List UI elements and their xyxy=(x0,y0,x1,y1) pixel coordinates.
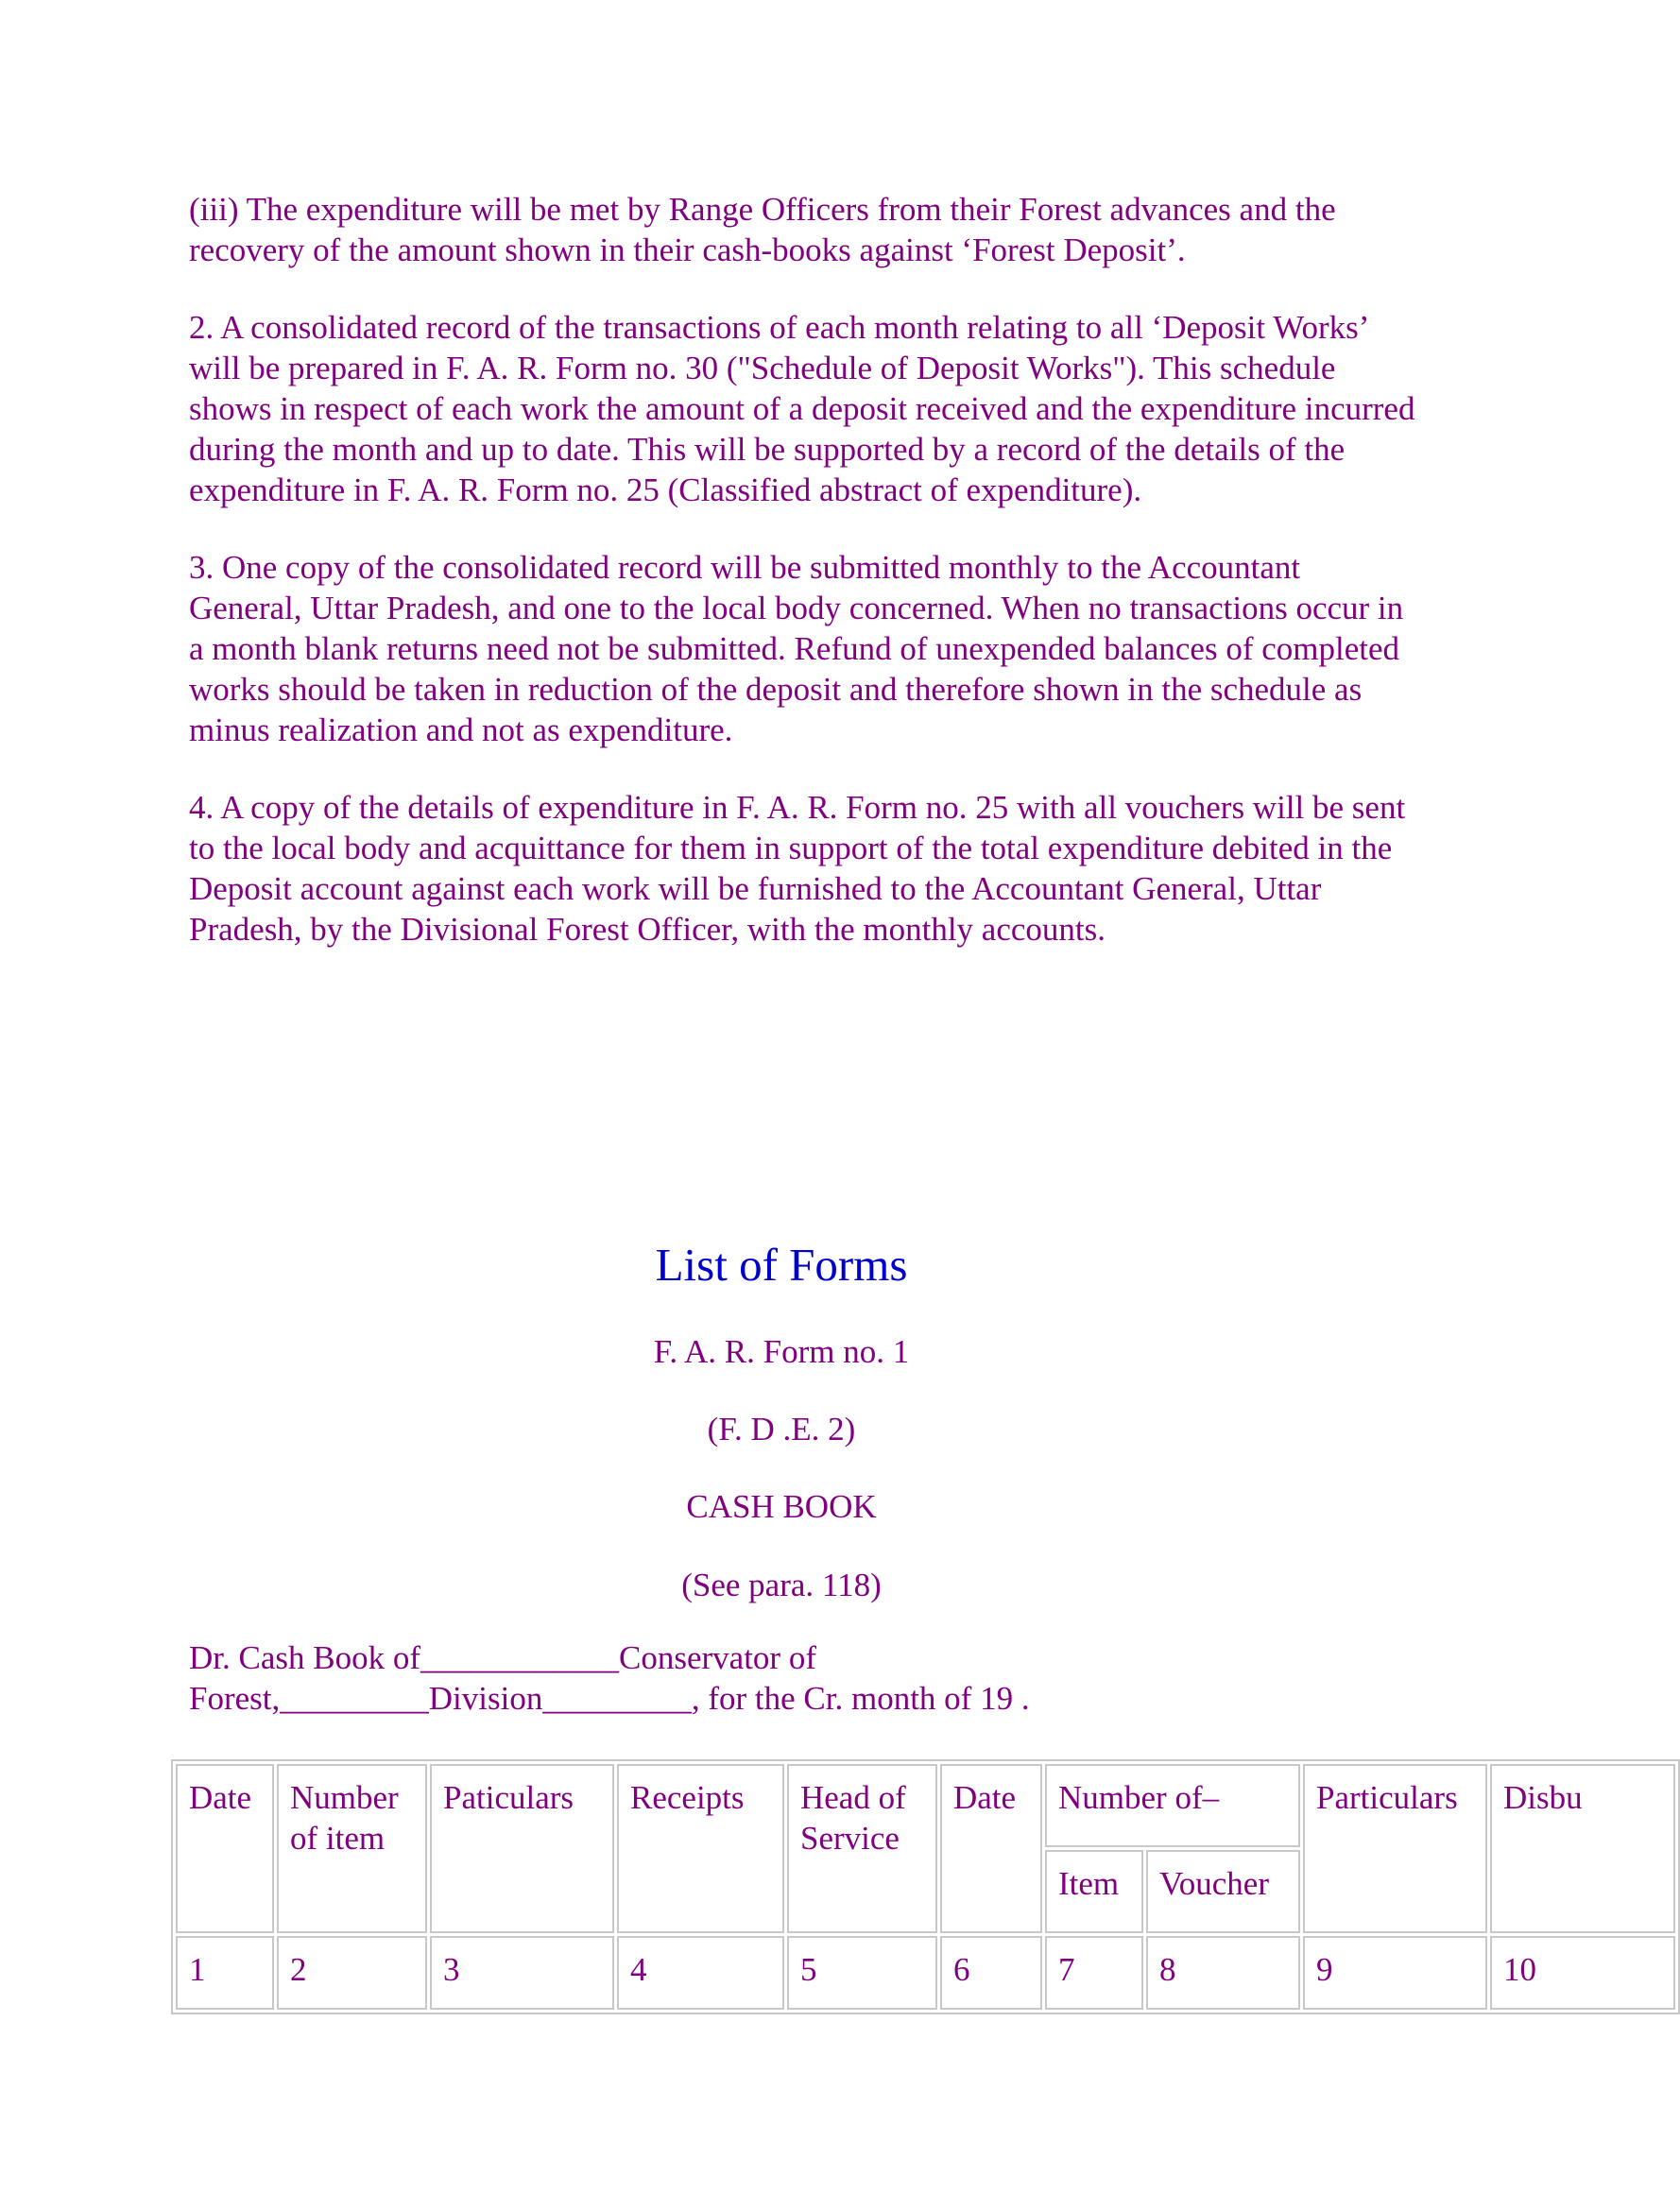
column-number: 8 xyxy=(1146,1936,1300,2010)
division-label: Division xyxy=(428,1680,543,1717)
form-number: F. A. R. Form no. 1 xyxy=(653,1333,910,1370)
header-disbursements: Disbu xyxy=(1490,1764,1675,1933)
form-reference: (See para. 118) xyxy=(681,1567,882,1603)
header-paticulars: Paticulars xyxy=(430,1764,614,1933)
table-row xyxy=(176,1936,1675,2010)
column-number: 9 xyxy=(1303,1936,1487,2010)
division-blank: _________ xyxy=(542,1680,692,1717)
paragraph-3: 3. One copy of the consolidated record will be submitted monthly to the Accountant General, Uttar Pradesh, and one to the local body concerned. When no transactions occur in a month blank returns need not be submitted. Refund of unexpended balances of completed works should be taken in reduction of the deposit and therefore shown in the schedule as minus realization and not as expenditure. xyxy=(189,549,1404,748)
header-particulars: Particulars xyxy=(1303,1764,1487,1933)
column-number: 4 xyxy=(617,1936,784,2010)
forest-blank: _________ xyxy=(280,1680,429,1717)
column-number: 5 xyxy=(787,1936,937,2010)
column-number: 1 xyxy=(176,1936,274,2010)
cash-book-heading-line xyxy=(189,1637,1134,1719)
cash-book-of-label: Dr. Cash Book of xyxy=(189,1639,420,1676)
header-number-of-item: Number of item xyxy=(277,1764,427,1933)
paragraph-2: 2. A consolidated record of the transactions of each month relating to all ‘Deposit Works’ will be prepared in F. A. R. Form no. 30 ("Schedule of Deposit Works"). This schedule shows in respect of each work the amount of a deposit received and the expenditure incurred during the month and up to date. This will be supported by a record of the details of the expenditure in F. A. R. Form no. 25 (Classified abstract of expenditure). xyxy=(189,309,1415,508)
header-date-2: Date xyxy=(940,1764,1042,1933)
header-item: Item xyxy=(1045,1850,1143,1933)
paragraph-4: 4. A copy of the details of expenditure in F. A. R. Form no. 25 with all vouchers will be sent to the local body and acquittance for them in support of the total expenditure debited in the Deposit account against each work will be furnished to the Accountant General, Uttar Pradesh, by the Divisional Forest Officer, with the monthly accounts. xyxy=(189,789,1406,948)
form-name: CASH BOOK xyxy=(686,1488,877,1525)
column-number: 2 xyxy=(277,1936,427,2010)
list-of-forms-heading: List of Forms xyxy=(655,1239,908,1291)
form-code: (F. D .E. 2) xyxy=(707,1411,856,1448)
header-head-of-service: Head of Service xyxy=(787,1764,937,1933)
cash-book-table xyxy=(171,1759,1680,2014)
column-number: 7 xyxy=(1045,1936,1143,2010)
conservator-blank: ____________ xyxy=(420,1639,619,1676)
cash-book-table-wrapper xyxy=(171,1759,1583,2024)
forest-label: Forest, xyxy=(189,1680,281,1717)
month-label: , for the Cr. month of 19 . xyxy=(691,1680,1030,1717)
column-number: 6 xyxy=(940,1936,1042,2010)
header-number-of: Number of– xyxy=(1045,1764,1300,1847)
header-date: Date xyxy=(176,1764,274,1933)
header-voucher: Voucher xyxy=(1146,1850,1300,1933)
paragraph-iii: (iii) The expenditure will be met by Range Officers from their Forest advances and the recovery of the amount shown in their cash-books against ‘Forest Deposit’. xyxy=(189,191,1336,268)
conservator-label: Conservator of xyxy=(619,1639,816,1676)
column-number: 3 xyxy=(430,1936,614,2010)
column-number: 10 xyxy=(1490,1936,1675,2010)
table-header-row xyxy=(176,1764,1675,1847)
header-receipts: Receipts xyxy=(617,1764,784,1933)
document-body xyxy=(189,189,1417,986)
